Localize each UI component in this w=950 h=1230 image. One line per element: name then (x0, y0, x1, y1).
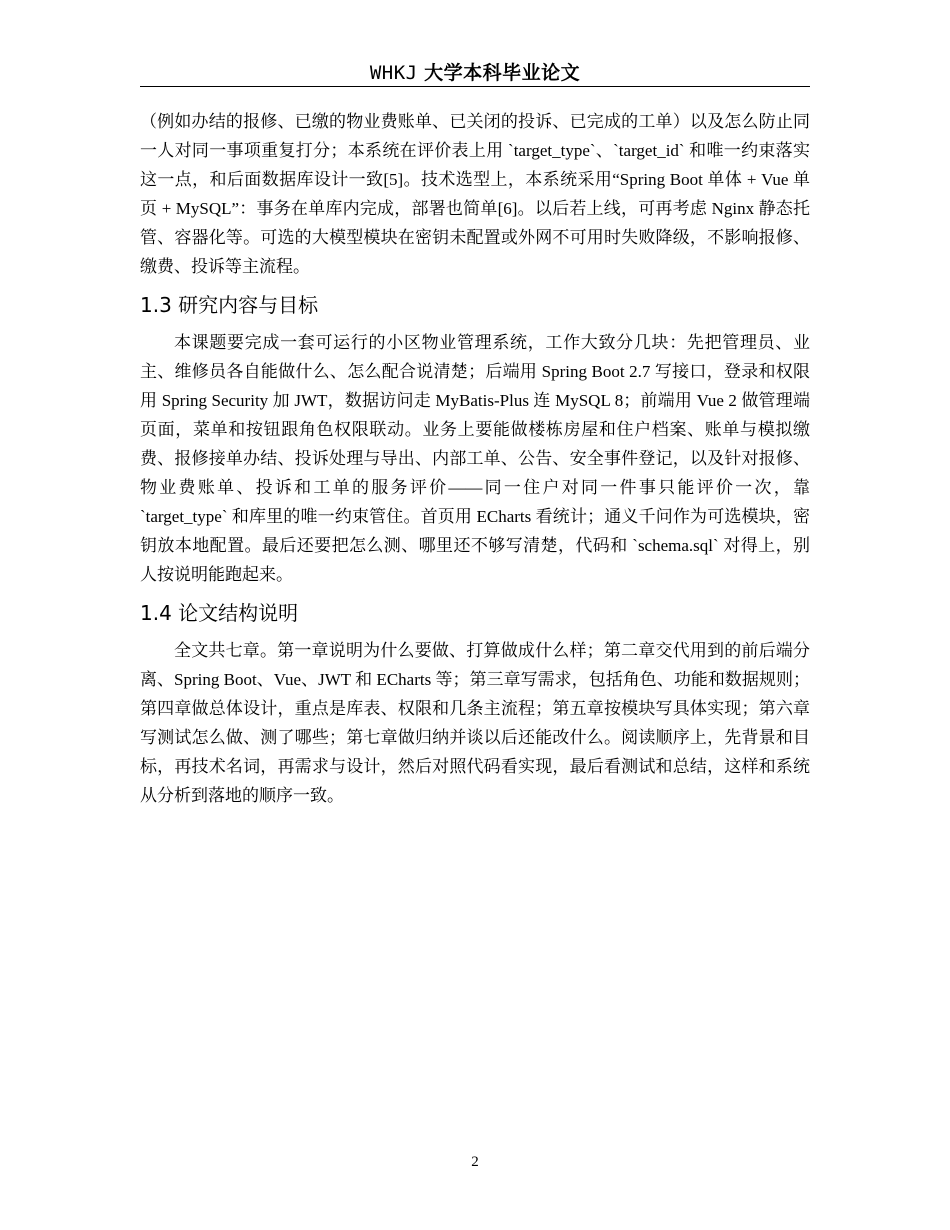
page-number: 2 (471, 1154, 479, 1170)
header-school-code: WHKJ (369, 62, 418, 84)
section-1-3-paragraph: 本课题要完成一套可运行的小区物业管理系统，工作大致分几块：先把管理员、业主、维修员各自能做什么、怎么配合说清楚；后端用 Spring Boot 2.7 写接口，登录和权限用 Spring Security 加 JWT，数据访问走 MyBatis-Plus 连 MySQL 8；前端用 Vue 2 做管理端页面，菜单和按钮跟角色权限联动。业务上要能做楼栋房屋和住户档案、账单与模拟缴费、报修接单办结、投诉处理与导出、内部工单、公告、安全事件登记，以及针对报修、物业费账单、投诉和工单的服务评价——同一住户对同一件事只能评价一次，靠 `target_type` 和库里的唯一约束管住。首页用 ECharts 看统计；通义千问作为可选模块，密钥放本地配置。最后还要把怎么测、哪里还不够写清楚，代码和 `schema.sql` 对得上，别人按说明能跑起来。 (140, 333, 810, 584)
intro-continuation-paragraph: （例如办结的报修、已缴的物业费账单、已关闭的投诉、已完成的工单）以及怎么防止同一人对同一事项重复打分；本系统在评价表上用 `target_type`、`target_id` 和唯一约束落实这一点，和后面数据库设计一致[5]。技术选型上，本系统采用“Spring Boot 单体 + Vue 单页 + MySQL”：事务在单库内完成，部署也简单[6]。以后若上线，可再考虑 Nginx 静态托管、容器化等。可选的大模型模块在密钥未配置或外网不可用时失败降级，不影响报修、缴费、投诉等主流程。 (140, 112, 810, 276)
section-heading-1-3: 1.3 研究内容与目标 (140, 293, 319, 317)
header-rule (140, 86, 810, 87)
section-heading-1-4: 1.4 论文结构说明 (140, 601, 299, 625)
page-body (140, 107, 810, 810)
page-header (140, 60, 810, 86)
section-1-4-paragraph: 全文共七章。第一章说明为什么要做、打算做成什么样；第二章交代用到的前后端分离、Spring Boot、Vue、JWT 和 ECharts 等；第三章写需求，包括角色、功能和数据规则；第四章做总体设计，重点是库表、权限和几条主流程；第五章按模块写具体实现；第六章写测试怎么做、测了哪些；第七章做归纳并谈以后还能改什么。阅读顺序上，先背景和目标，再技术名词，再需求与设计，然后对照代码看实现，最后看测试和总结，这样和系统从分析到落地的顺序一致。 (140, 641, 810, 805)
header-thesis-title: 大学本科毕业论文 (424, 62, 581, 84)
